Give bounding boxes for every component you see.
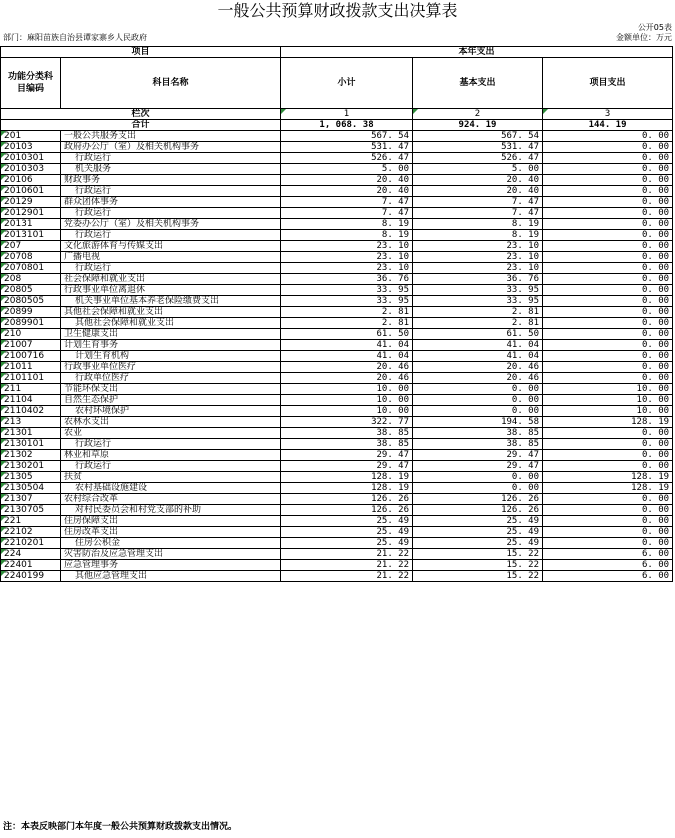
row-subtotal: 526. 47 (281, 153, 413, 164)
row-project: 6. 00 (543, 549, 673, 560)
row-code: 21307 (1, 494, 61, 505)
row-basic: 0. 00 (413, 395, 543, 406)
footnote: 注：本表反映部门本年度一般公共预算财政拨款支出情况。 (3, 822, 238, 832)
row-subtotal: 20. 40 (281, 186, 413, 197)
col-number-1: 1 (281, 109, 413, 120)
row-subtotal: 21. 22 (281, 560, 413, 571)
row-project: 0. 00 (543, 296, 673, 307)
row-subtotal: 20. 46 (281, 362, 413, 373)
row-basic: 15. 22 (413, 571, 543, 582)
row-subtotal: 29. 47 (281, 450, 413, 461)
row-name: 广播电视 (61, 252, 281, 263)
row-basic: 23. 10 (413, 241, 543, 252)
row-subtotal: 567. 54 (281, 131, 413, 142)
row-project: 0. 00 (543, 505, 673, 516)
row-code: 21301 (1, 428, 61, 439)
row-code: 2010601 (1, 186, 61, 197)
row-basic: 531. 47 (413, 142, 543, 153)
row-basic: 15. 22 (413, 549, 543, 560)
row-basic: 23. 10 (413, 263, 543, 274)
row-code: 21305 (1, 472, 61, 483)
row-name: 卫生健康支出 (61, 329, 281, 340)
table-row (1, 483, 673, 494)
row-name: 机关服务 (61, 164, 281, 175)
table-row (1, 329, 673, 340)
row-basic: 29. 47 (413, 461, 543, 472)
row-code: 2110402 (1, 406, 61, 417)
row-subtotal: 21. 22 (281, 571, 413, 582)
table-row (1, 373, 673, 384)
row-name: 农业 (61, 428, 281, 439)
row-name: 应急管理事务 (61, 560, 281, 571)
row-name: 行政运行 (61, 153, 281, 164)
table-row (1, 549, 673, 560)
row-basic: 41. 04 (413, 351, 543, 362)
row-name: 住房公积金 (61, 538, 281, 549)
row-code: 2130201 (1, 461, 61, 472)
row-project: 0. 00 (543, 219, 673, 230)
row-basic: 33. 95 (413, 296, 543, 307)
row-basic: 20. 46 (413, 373, 543, 384)
row-name: 住房保障支出 (61, 516, 281, 527)
row-subtotal: 20. 46 (281, 373, 413, 384)
row-name: 行政运行 (61, 230, 281, 241)
row-name: 财政事务 (61, 175, 281, 186)
row-name: 其他应急管理支出 (61, 571, 281, 582)
table-row (1, 219, 673, 230)
row-project: 0. 00 (543, 318, 673, 329)
row-subtotal: 29. 47 (281, 461, 413, 472)
table-row (1, 450, 673, 461)
row-subtotal: 2. 81 (281, 307, 413, 318)
form-number: 公开05表 (637, 23, 672, 32)
row-subtotal: 38. 85 (281, 428, 413, 439)
header-project-exp: 项目支出 (543, 58, 673, 109)
row-project: 0. 00 (543, 142, 673, 153)
table-row (1, 307, 673, 318)
unit-label: 金额单位：万元 (616, 33, 672, 42)
row-code: 20106 (1, 175, 61, 186)
row-code: 221 (1, 516, 61, 527)
row-basic: 61. 50 (413, 329, 543, 340)
table-row (1, 318, 673, 329)
row-subtotal: 25. 49 (281, 527, 413, 538)
row-code: 2010303 (1, 164, 61, 175)
row-name: 农村环境保护 (61, 406, 281, 417)
row-basic: 2. 81 (413, 318, 543, 329)
row-name: 计划生育机构 (61, 351, 281, 362)
row-subtotal: 531. 47 (281, 142, 413, 153)
header-current-year: 本年支出 (281, 47, 673, 58)
table-row (1, 263, 673, 274)
row-basic: 8. 19 (413, 219, 543, 230)
row-subtotal: 23. 10 (281, 241, 413, 252)
row-subtotal: 41. 04 (281, 351, 413, 362)
table-row (1, 142, 673, 153)
row-basic: 8. 19 (413, 230, 543, 241)
row-code: 201 (1, 131, 61, 142)
row-project: 0. 00 (543, 230, 673, 241)
row-basic: 25. 49 (413, 527, 543, 538)
row-subtotal: 33. 95 (281, 296, 413, 307)
header-project: 项目 (1, 47, 281, 58)
row-name: 节能环保支出 (61, 384, 281, 395)
table-row (1, 153, 673, 164)
table-row (1, 395, 673, 406)
row-basic: 2. 81 (413, 307, 543, 318)
row-project: 0. 00 (543, 450, 673, 461)
row-code: 20708 (1, 252, 61, 263)
page-title: 一般公共预算财政拨款支出决算表 (217, 1, 458, 20)
row-project: 0. 00 (543, 153, 673, 164)
row-name: 灾害防治及应急管理支出 (61, 549, 281, 560)
row-project: 0. 00 (543, 263, 673, 274)
row-basic: 25. 49 (413, 516, 543, 527)
row-code: 210 (1, 329, 61, 340)
row-name: 行政单位医疗 (61, 373, 281, 384)
row-code: 20129 (1, 197, 61, 208)
table-row (1, 252, 673, 263)
col-number-2: 2 (413, 109, 543, 120)
row-basic: 0. 00 (413, 384, 543, 395)
row-name: 社会保障和就业支出 (61, 274, 281, 285)
row-project: 0. 00 (543, 164, 673, 175)
table-row (1, 340, 673, 351)
row-subtotal: 8. 19 (281, 219, 413, 230)
row-subtotal: 2. 81 (281, 318, 413, 329)
row-name: 行政运行 (61, 208, 281, 219)
row-name: 行政运行 (61, 186, 281, 197)
row-project: 0. 00 (543, 340, 673, 351)
total-project: 144. 19 (543, 120, 673, 131)
table-row (1, 417, 673, 428)
table-row (1, 208, 673, 219)
row-project: 128. 19 (543, 483, 673, 494)
table-row (1, 406, 673, 417)
row-subtotal: 25. 49 (281, 538, 413, 549)
row-code: 2013101 (1, 230, 61, 241)
row-subtotal: 41. 04 (281, 340, 413, 351)
row-project: 10. 00 (543, 395, 673, 406)
row-basic: 126. 26 (413, 494, 543, 505)
table-row (1, 439, 673, 450)
row-name: 行政运行 (61, 263, 281, 274)
table-row (1, 175, 673, 186)
row-project: 0. 00 (543, 285, 673, 296)
row-name: 行政运行 (61, 439, 281, 450)
row-name: 行政事业单位医疗 (61, 362, 281, 373)
row-basic: 41. 04 (413, 340, 543, 351)
row-subtotal: 38. 85 (281, 439, 413, 450)
total-row (1, 120, 673, 131)
row-code: 21011 (1, 362, 61, 373)
row-basic: 7. 47 (413, 197, 543, 208)
row-name: 行政事业单位离退休 (61, 285, 281, 296)
row-name: 林业和草原 (61, 450, 281, 461)
row-project: 6. 00 (543, 560, 673, 571)
row-subtotal: 10. 00 (281, 395, 413, 406)
row-subtotal: 10. 00 (281, 384, 413, 395)
row-name: 对村民委员会和村党支部的补助 (61, 505, 281, 516)
row-subtotal: 8. 19 (281, 230, 413, 241)
row-code: 20131 (1, 219, 61, 230)
row-basic: 20. 40 (413, 175, 543, 186)
table-row (1, 131, 673, 142)
row-name: 自然生态保护 (61, 395, 281, 406)
row-subtotal: 21. 22 (281, 549, 413, 560)
row-basic: 0. 00 (413, 483, 543, 494)
table-row (1, 296, 673, 307)
row-project: 0. 00 (543, 428, 673, 439)
row-project: 0. 00 (543, 494, 673, 505)
row-basic: 38. 85 (413, 439, 543, 450)
row-code: 208 (1, 274, 61, 285)
row-basic: 0. 00 (413, 472, 543, 483)
table-row (1, 428, 673, 439)
row-subtotal: 20. 40 (281, 175, 413, 186)
row-basic: 20. 40 (413, 186, 543, 197)
row-code: 2089901 (1, 318, 61, 329)
row-project: 0. 00 (543, 274, 673, 285)
row-name: 其他社会保障和就业支出 (61, 307, 281, 318)
col-number-3: 3 (543, 109, 673, 120)
table-row (1, 197, 673, 208)
header-row-2 (1, 58, 673, 109)
header-row-1 (1, 47, 673, 58)
header-basic: 基本支出 (413, 58, 543, 109)
row-name: 群众团体事务 (61, 197, 281, 208)
row-subtotal: 322. 77 (281, 417, 413, 428)
row-name: 行政运行 (61, 461, 281, 472)
row-name: 扶贫 (61, 472, 281, 483)
row-project: 0. 00 (543, 373, 673, 384)
row-code: 22401 (1, 560, 61, 571)
row-code: 20899 (1, 307, 61, 318)
row-project: 128. 19 (543, 417, 673, 428)
row-subtotal: 7. 47 (281, 208, 413, 219)
row-project: 0. 00 (543, 186, 673, 197)
row-name: 农村综合改革 (61, 494, 281, 505)
row-project: 0. 00 (543, 538, 673, 549)
row-code: 2101101 (1, 373, 61, 384)
expenditure-table (0, 46, 673, 582)
header-subtotal: 小计 (281, 58, 413, 109)
row-project: 0. 00 (543, 516, 673, 527)
row-code: 213 (1, 417, 61, 428)
row-project: 10. 00 (543, 406, 673, 417)
row-project: 0. 00 (543, 208, 673, 219)
row-basic: 126. 26 (413, 505, 543, 516)
row-subtotal: 126. 26 (281, 494, 413, 505)
table-row (1, 560, 673, 571)
row-subtotal: 36. 76 (281, 274, 413, 285)
row-project: 0. 00 (543, 439, 673, 450)
row-basic: 20. 46 (413, 362, 543, 373)
row-basic: 526. 47 (413, 153, 543, 164)
row-code: 2010301 (1, 153, 61, 164)
total-subtotal: 1, 068. 38 (281, 120, 413, 131)
row-subtotal: 7. 47 (281, 197, 413, 208)
row-code: 21302 (1, 450, 61, 461)
table-row (1, 527, 673, 538)
table-row (1, 538, 673, 549)
row-project: 0. 00 (543, 175, 673, 186)
row-project: 0. 00 (543, 351, 673, 362)
row-basic: 15. 22 (413, 560, 543, 571)
row-basic: 23. 10 (413, 252, 543, 263)
row-code: 20805 (1, 285, 61, 296)
row-subtotal: 5. 00 (281, 164, 413, 175)
row-project: 0. 00 (543, 362, 673, 373)
row-name: 一般公共服务支出 (61, 131, 281, 142)
table-row (1, 461, 673, 472)
row-subtotal: 23. 10 (281, 252, 413, 263)
department-label: 部门：麻阳苗族自治县谭家寨乡人民政府 (3, 33, 147, 42)
table-row (1, 571, 673, 582)
row-code: 2130504 (1, 483, 61, 494)
table-row (1, 384, 673, 395)
row-code: 207 (1, 241, 61, 252)
row-basic: 5. 00 (413, 164, 543, 175)
row-project: 0. 00 (543, 307, 673, 318)
row-project: 0. 00 (543, 461, 673, 472)
row-subtotal: 33. 95 (281, 285, 413, 296)
row-basic: 0. 00 (413, 406, 543, 417)
row-name: 政府办公厅（室）及相关机构事务 (61, 142, 281, 153)
table-row (1, 285, 673, 296)
row-project: 128. 19 (543, 472, 673, 483)
row-project: 0. 00 (543, 197, 673, 208)
row-basic: 36. 76 (413, 274, 543, 285)
row-basic: 194. 58 (413, 417, 543, 428)
row-code: 2100716 (1, 351, 61, 362)
table-row (1, 241, 673, 252)
table-row (1, 516, 673, 527)
row-basic: 33. 95 (413, 285, 543, 296)
row-basic: 25. 49 (413, 538, 543, 549)
total-label: 合计 (1, 120, 281, 131)
table-row (1, 274, 673, 285)
row-project: 0. 00 (543, 527, 673, 538)
row-code: 20103 (1, 142, 61, 153)
row-code: 2130101 (1, 439, 61, 450)
row-project: 0. 00 (543, 329, 673, 340)
row-code: 21104 (1, 395, 61, 406)
row-code: 2240199 (1, 571, 61, 582)
row-project: 6. 00 (543, 571, 673, 582)
row-subtotal: 10. 00 (281, 406, 413, 417)
row-name: 文化旅游体育与传媒支出 (61, 241, 281, 252)
table-row (1, 164, 673, 175)
row-name: 农林水支出 (61, 417, 281, 428)
table-row (1, 186, 673, 197)
table-row (1, 494, 673, 505)
row-subtotal: 126. 26 (281, 505, 413, 516)
table-row (1, 472, 673, 483)
row-subtotal: 61. 50 (281, 329, 413, 340)
row-name: 住房改革支出 (61, 527, 281, 538)
row-project: 0. 00 (543, 131, 673, 142)
row-code: 2012901 (1, 208, 61, 219)
row-basic: 38. 85 (413, 428, 543, 439)
row-code: 21007 (1, 340, 61, 351)
row-name: 其他社会保障和就业支出 (61, 318, 281, 329)
table-row (1, 505, 673, 516)
header-name: 科目名称 (61, 58, 281, 109)
row-project: 0. 00 (543, 241, 673, 252)
table-row (1, 351, 673, 362)
row-basic: 567. 54 (413, 131, 543, 142)
row-name: 机关事业单位基本养老保险缴费支出 (61, 296, 281, 307)
row-name: 党委办公厅（室）及相关机构事务 (61, 219, 281, 230)
row-code: 224 (1, 549, 61, 560)
table-row (1, 362, 673, 373)
row-basic: 7. 47 (413, 208, 543, 219)
column-number-row (1, 109, 673, 120)
row-project: 10. 00 (543, 384, 673, 395)
row-subtotal: 25. 49 (281, 516, 413, 527)
row-basic: 29. 47 (413, 450, 543, 461)
row-subtotal: 128. 19 (281, 472, 413, 483)
row-code: 2130705 (1, 505, 61, 516)
row-code: 2210201 (1, 538, 61, 549)
row-project: 0. 00 (543, 252, 673, 263)
row-code: 2070801 (1, 263, 61, 274)
header-code: 功能分类科目编码 (1, 58, 61, 109)
row-code: 2080505 (1, 296, 61, 307)
row-code: 211 (1, 384, 61, 395)
total-basic: 924. 19 (413, 120, 543, 131)
row-name: 计划生育事务 (61, 340, 281, 351)
col-label: 栏次 (1, 109, 281, 120)
row-name: 农村基础设施建设 (61, 483, 281, 494)
row-subtotal: 128. 19 (281, 483, 413, 494)
row-code: 22102 (1, 527, 61, 538)
row-subtotal: 23. 10 (281, 263, 413, 274)
table-row (1, 230, 673, 241)
